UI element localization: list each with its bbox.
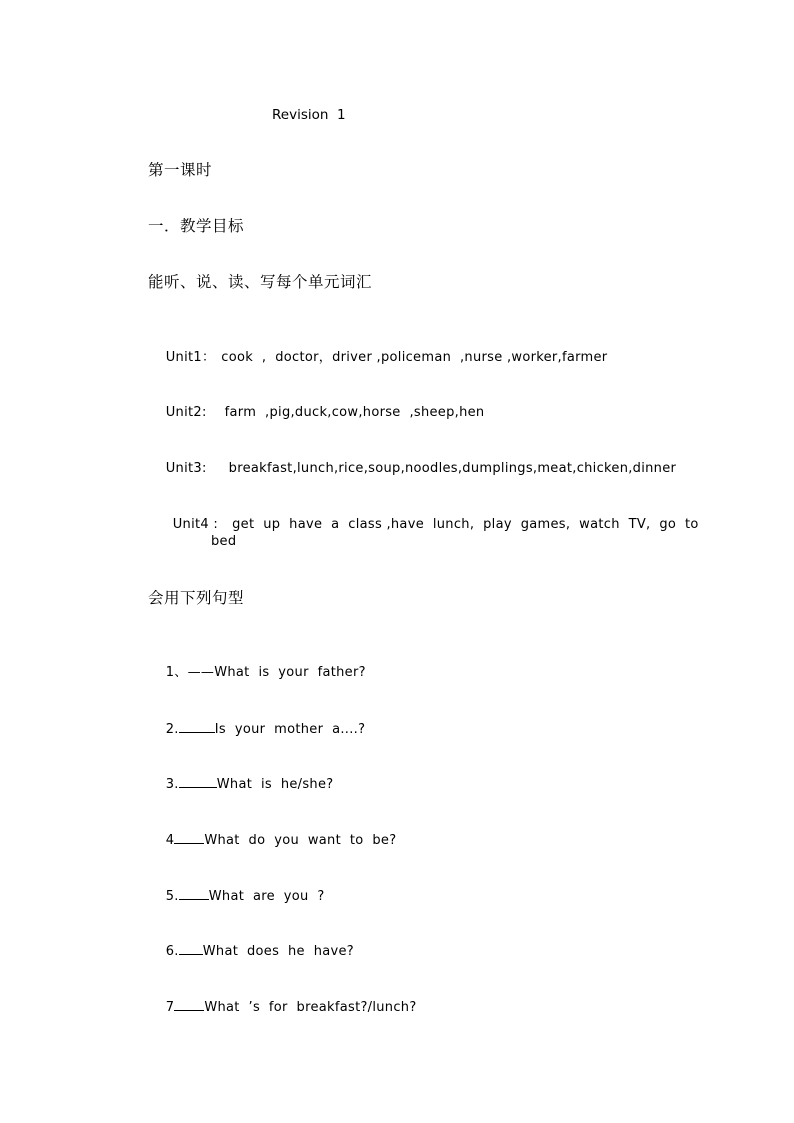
answer-blank [179, 941, 203, 955]
unit-3-line [148, 439, 676, 499]
unit-label: Unit4 : [172, 517, 219, 532]
pattern-number: 5. [165, 889, 179, 904]
pattern-item [148, 866, 325, 927]
answer-blank [179, 774, 217, 788]
pattern-text: What do you want to be? [204, 833, 397, 848]
page-title: Revision 1 [272, 107, 346, 123]
pattern-text: Is your mother a....? [214, 722, 366, 737]
pattern-item [148, 754, 333, 815]
unit-1-line [148, 328, 607, 388]
unit-words: breakfast,lunch,rice,soup,noodles,dumplings,meat,chicken,dinner [228, 461, 677, 476]
pattern-text: What does he have? [202, 944, 355, 959]
unit-4-line [155, 495, 699, 555]
pattern-text: What is your father? [214, 665, 366, 680]
unit-words: get up have a class ,have lunch, play games, watch TV, go to [232, 517, 699, 532]
pattern-number: 4 [165, 833, 175, 848]
pattern-item [148, 699, 365, 760]
answer-blank [174, 997, 204, 1011]
unit-label: Unit2: [165, 405, 207, 420]
pattern-number: 6. [165, 944, 179, 959]
unit-2-line [148, 383, 484, 443]
pattern-item [148, 643, 366, 703]
pattern-number: 7 [165, 1000, 175, 1015]
unit-label: Unit3: [165, 461, 207, 476]
pattern-number: 3. [165, 777, 179, 792]
pattern-item [148, 921, 354, 982]
lesson-heading: 第一课时 [148, 161, 213, 179]
answer-blank [179, 719, 215, 733]
unit-4-continuation: bed [211, 534, 237, 549]
vocabulary-intro: 能听、说、读、写每个单元词汇 [148, 273, 373, 291]
pattern-text: What ’s for breakfast?/lunch? [204, 1000, 417, 1015]
pattern-number: 1、—— [165, 665, 215, 680]
unit-words: cook , doctor，driver ,policeman ,nurse ,worker,farmer [221, 350, 608, 365]
pattern-number: 2. [165, 722, 179, 737]
pattern-text: What is he/she? [216, 777, 334, 792]
pattern-item [148, 977, 417, 1038]
section-heading-objectives: 一．教学目标 [148, 217, 245, 235]
unit-words: farm ,pig,duck,cow,horse ,sheep,hen [224, 405, 485, 420]
answer-blank [174, 830, 204, 844]
unit-label: Unit1： [165, 350, 216, 365]
pattern-text: What are you ? [208, 889, 325, 904]
answer-blank [179, 886, 209, 900]
pattern-item [148, 810, 396, 871]
patterns-intro: 会用下列句型 [148, 589, 245, 607]
